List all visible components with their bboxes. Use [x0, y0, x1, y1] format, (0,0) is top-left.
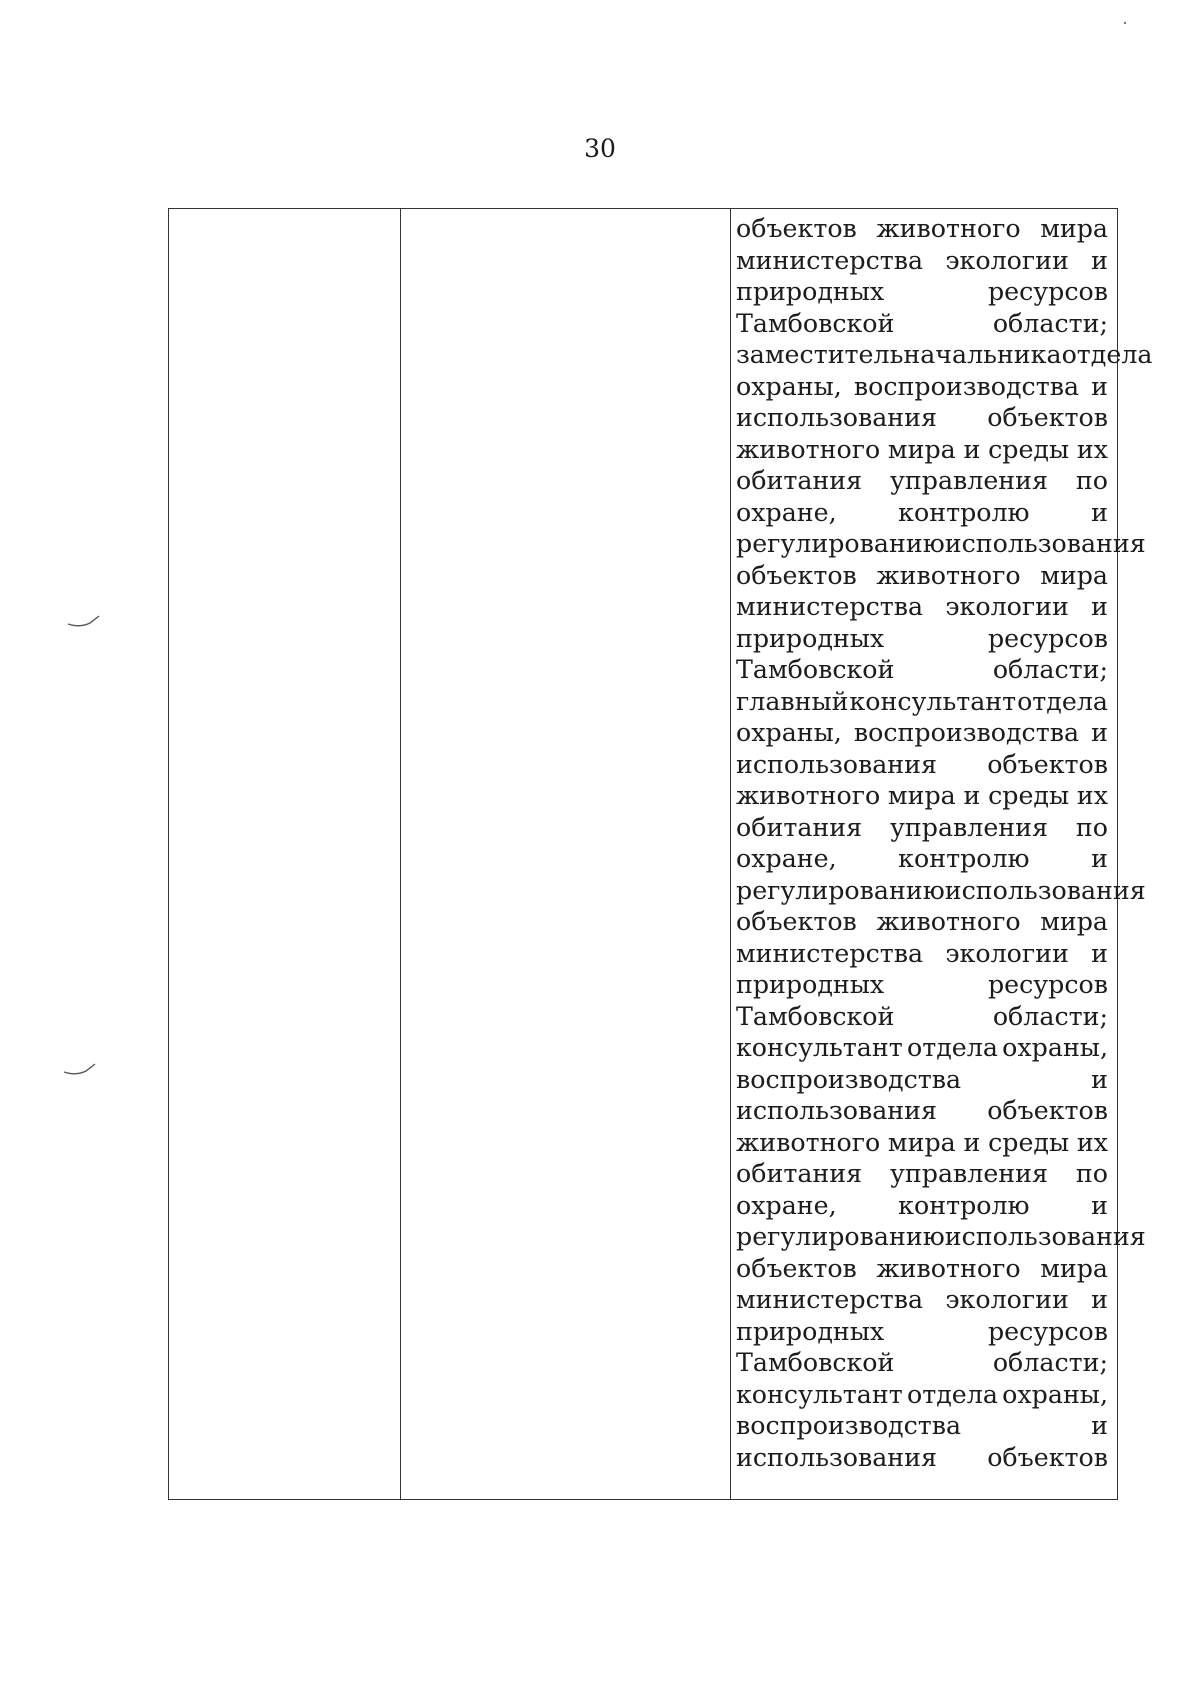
- table-text-line: использования объектов: [736, 403, 1108, 432]
- table-text-line: природных ресурсов: [736, 970, 1108, 999]
- table-text-line: объектов животного мира: [736, 560, 1108, 590]
- table-text-line: обитания управления по: [736, 1159, 1108, 1188]
- table-text-line: охране, контролю и: [736, 497, 1108, 527]
- table-text-line: заместитель начальника отдела: [736, 340, 1153, 369]
- table-text-line: министерства экологии и: [736, 1285, 1108, 1314]
- table-text-line: Тамбовской области;: [736, 655, 1108, 684]
- table-text-line: объектов животного мира: [736, 907, 1108, 936]
- table-text-line: главный консультант отдела: [736, 686, 1108, 716]
- table-text-line: министерства экологии и: [736, 592, 1108, 621]
- table-text-line: обитания управления по: [736, 466, 1108, 495]
- table-text-line: Тамбовской области;: [736, 1348, 1108, 1377]
- table-cell-col3: [736, 213, 1153, 1473]
- table-column-divider-1: [400, 209, 401, 1499]
- table-text-line: воспроизводства и: [736, 1064, 1108, 1094]
- table-text-line: использования объектов: [736, 749, 1108, 779]
- scan-mark-top: [1120, 18, 1130, 28]
- table-text-line: охраны, воспроизводства и: [736, 718, 1108, 747]
- table-text-line: министерства экологии и: [736, 938, 1108, 968]
- table-text-line: Тамбовской области;: [736, 308, 1108, 338]
- table-text-line: животного мира и среды их: [736, 1127, 1108, 1157]
- table-text-line: регулированию использования: [736, 529, 1146, 558]
- table-text-line: охраны, воспроизводства и: [736, 371, 1108, 401]
- table-text-line: воспроизводства и: [736, 1411, 1108, 1440]
- scan-mark-left-2: [62, 1060, 98, 1080]
- table-text-line: регулированию использования: [736, 1222, 1146, 1251]
- table-text-line: объектов животного мира: [736, 214, 1108, 243]
- scan-mark-left-1: [66, 612, 102, 632]
- table-text-line: использования объектов: [736, 1096, 1108, 1125]
- table-text-line: животного мира и среды их: [736, 434, 1108, 464]
- table-text-line: природных ресурсов: [736, 623, 1108, 653]
- table-text-line: использования объектов: [736, 1442, 1108, 1472]
- table-text-line: природных ресурсов: [736, 1316, 1108, 1346]
- table-text-line: природных ресурсов: [736, 277, 1108, 306]
- table-text-line: животного мира и среды их: [736, 781, 1108, 810]
- table-text-line: консультант отдела охраны,: [736, 1379, 1108, 1409]
- table-text-line: охране, контролю и: [736, 844, 1108, 873]
- table-text-line: консультант отдела охраны,: [736, 1033, 1108, 1062]
- positions-table: [168, 208, 1153, 1500]
- table-text-line: министерства экологии и: [736, 245, 1108, 275]
- table-text-line: объектов животного мира: [736, 1253, 1108, 1283]
- table-text-line: Тамбовской области;: [736, 1001, 1108, 1031]
- table-column-divider-2: [730, 209, 731, 1499]
- page-number: 30: [584, 134, 616, 163]
- table-text-line: охране, контролю и: [736, 1190, 1108, 1220]
- table-text-line: обитания управления по: [736, 812, 1108, 842]
- table-text-line: регулированию использования: [736, 875, 1146, 905]
